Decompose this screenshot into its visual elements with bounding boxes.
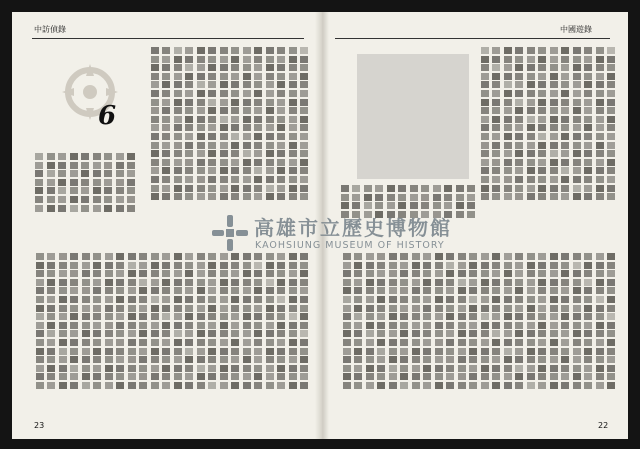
text-column [596,46,605,224]
left-header-rule [32,38,304,39]
text-column [300,252,309,412]
text-column [47,252,56,412]
text-column [277,252,286,412]
text-column [162,252,171,412]
text-column [82,252,91,412]
text-column [116,252,125,412]
text-column [550,46,559,224]
text-column [300,46,309,224]
museum-logo-icon [210,213,250,253]
text-column [504,252,513,412]
text-column [596,252,605,412]
text-column [550,252,559,412]
text-column [58,152,67,222]
text-column [81,152,90,222]
text-column [70,252,79,412]
text-column [185,252,194,412]
text-column [354,252,363,412]
text-column [93,252,102,412]
photo-placeholder-block [357,54,469,179]
text-column [389,252,398,412]
text-column [527,46,536,224]
watermark-name-en: KAOHSIUNG MUSEUM OF HISTORY [255,240,445,251]
text-column [197,252,206,412]
text-column [527,252,536,412]
text-column [469,252,478,412]
text-column [254,252,263,412]
text-column [208,252,217,412]
text-column [561,46,570,224]
text-column [162,46,171,224]
text-column [504,46,513,224]
text-column [492,46,501,224]
text-column [607,252,616,412]
text-column [412,252,421,412]
text-column [435,252,444,412]
text-column [139,252,148,412]
text-column [185,46,194,224]
text-column [128,252,137,412]
text-column [481,46,490,224]
text-column [266,252,275,412]
text-column [607,46,616,224]
text-column [127,152,136,222]
text-column [47,152,56,222]
text-column [254,46,263,224]
text-column [104,152,113,222]
text-column [584,252,593,412]
text-column [174,46,183,224]
text-column [243,252,252,412]
text-column [243,46,252,224]
text-column [423,252,432,412]
text-column [220,46,229,224]
text-column [174,252,183,412]
text-column [197,46,206,224]
text-column [481,252,490,412]
museum-watermark [210,210,462,262]
text-column [458,252,467,412]
watermark-name-zh: 高雄市立歷史博物館 [254,216,452,240]
text-column [231,46,240,224]
chapter-number: 6 [97,101,117,131]
text-column [446,252,455,412]
text-column [116,152,125,222]
text-column [366,252,375,412]
text-column [515,252,524,412]
text-column [343,252,352,412]
right-header-rule [335,38,610,39]
text-column [584,46,593,224]
text-column [492,252,501,412]
text-column [93,152,102,222]
text-column [538,252,547,412]
text-column [377,252,386,412]
right-page-number: 22 [598,421,609,430]
text-column [266,46,275,224]
text-column [59,252,68,412]
text-column [538,46,547,224]
text-column [561,252,570,412]
text-column [573,252,582,412]
text-column [36,252,45,412]
left-page-number: 23 [34,421,45,430]
text-column [35,152,44,222]
text-column [70,152,79,222]
magazine-spread [12,12,628,439]
text-column [231,252,240,412]
text-column [467,184,476,224]
text-column [208,46,217,224]
text-column [151,252,160,412]
right-running-header: 中國遊錄 [560,25,592,34]
left-running-header: 中訪偵錄 [34,25,66,34]
text-column [105,252,114,412]
text-column [289,252,298,412]
text-column [573,46,582,224]
text-column [277,46,286,224]
text-column [151,46,160,224]
text-column [220,252,229,412]
text-column [400,252,409,412]
text-column [515,46,524,224]
text-column [289,46,298,224]
